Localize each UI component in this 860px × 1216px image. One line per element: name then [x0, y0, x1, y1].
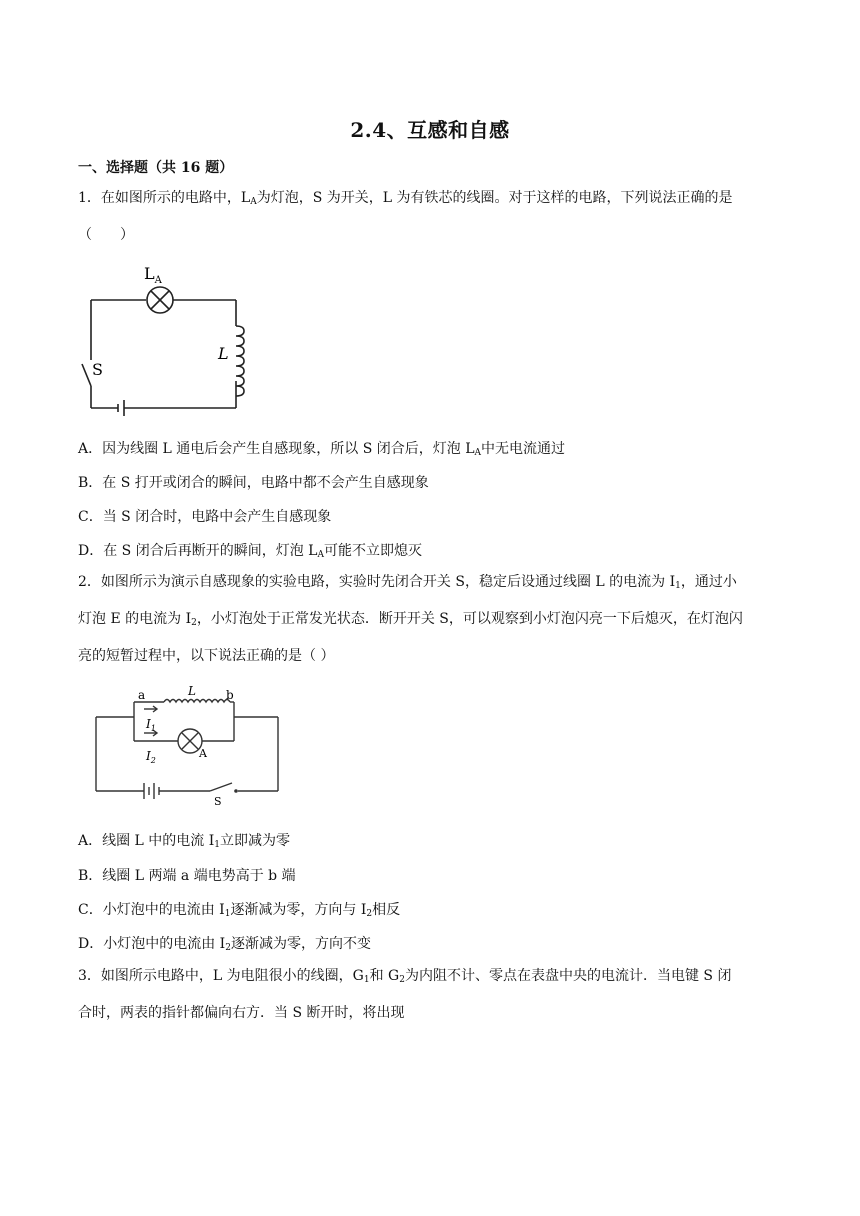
current-i1-label: $I_1$ — [146, 717, 156, 733]
question-2-stem: 2．如图所示为演示自感现象的实验电路，实验时先闭合开关 S，稳定后设通过线圈 L 的电流为 $I_1$，通过小 灯泡 E 的电流为 $I_2$，小灯泡处于正常发光状态．断开开关 S，可以观察到小灯泡闪亮一下后熄灭，在灯泡闪 亮的短暂过程中，以下说法正确的是（ ） — [78, 574, 743, 664]
lamp-label: A — [199, 747, 207, 760]
question-2-option-d: D．小灯泡中的电流由 $I_2$逐渐减为零，方向不变 — [78, 936, 371, 953]
coil-label: L — [218, 344, 229, 363]
question-1-option-c: C．当 S 闭合时，电路中会产生自感现象 — [78, 509, 332, 525]
section-heading: 一、选择题（共 16 题） — [78, 160, 234, 176]
question-1-option-a: A．因为线圈 L 通电后会产生自感现象，所以 S 闭合后，灯泡 $L_A$中无电流通过 — [78, 441, 566, 458]
coil-label: L — [188, 684, 196, 698]
node-b-label: b — [226, 688, 234, 702]
question-2-option-b: B．线圈 L 两端 a 端电势高于 b 端 — [78, 868, 296, 884]
question-1-stem: 1．在如图所示的电路中，$L_A$为灯泡，S 为开关，L 为有铁芯的线圈。对于这样的电路，下列说法正确的是 （ ） — [78, 190, 733, 243]
question-3-stem: 3．如图所示电路中，L 为电阻很小的线圈，$G_1$和 $G_2$为内阻不计、零点在表盘中央的电流计．当电键 S 闭 合时，两表的指针都偏向右方．当 S 断开时，将出现 — [78, 968, 732, 1021]
question-1-circuit-figure — [78, 258, 258, 418]
page-title: 2.4、互感和自感 — [350, 118, 510, 142]
lamp-label: $L_A$ — [144, 264, 162, 286]
question-2-option-a: A．线圈 L 中的电流 $I_1$立即减为零 — [78, 833, 291, 850]
question-1-option-b: B．在 S 打开或闭合的瞬间，电路中都不会产生自感现象 — [78, 475, 429, 491]
node-a-label: a — [138, 688, 146, 702]
switch-label: S — [214, 795, 222, 808]
current-i2-label: $I_2$ — [146, 749, 156, 765]
question-2-option-c: C．小灯泡中的电流由 $I_1$逐渐减为零，方向与 $I_2$相反 — [78, 902, 401, 919]
switch-label: S — [92, 360, 103, 379]
question-1-option-d: D．在 S 闭合后再断开的瞬间，灯泡 $L_A$可能不立即熄灭 — [78, 543, 422, 560]
question-2-circuit-figure — [92, 684, 288, 808]
